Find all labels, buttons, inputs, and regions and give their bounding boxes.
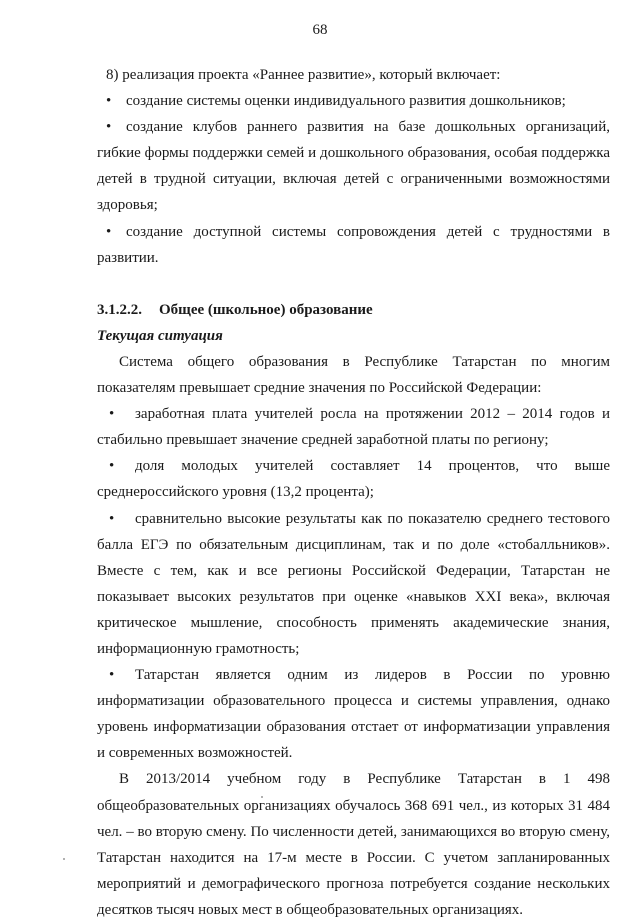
bullet-marker: •: [109, 667, 115, 684]
section-subtitle: Текущая ситуация: [97, 327, 223, 344]
section-number: 3.1.2.2.: [97, 301, 142, 318]
page-body: [97, 62, 610, 923]
section-bullet-2: [97, 453, 610, 505]
bullet-marker: •: [109, 510, 115, 527]
item8-bullet-3: [97, 219, 610, 271]
section-bullet-4-text: Татарстан является одним из лидеров в России по уровню информатизации образовательного процесса и системы управления, однако уровень информатизации образования отстает от информатизации управления и современных возможностей.: [97, 667, 610, 762]
item8-bullet-1: [97, 88, 610, 114]
item8-bullet-3-text: создание доступной системы сопровождения детей с трудностями в развитии.: [97, 223, 610, 266]
item8-bullet-2: [97, 114, 610, 218]
item8-bullet-2-text: создание клубов раннего развития на базе дошкольных организаций, гибкие формы поддержки семей и дошкольного образования, особая поддержка детей в трудной ситуации, включая детей с ограниченными возможностями здоровья;: [97, 119, 610, 214]
section-intro: Система общего образования в Республике Татарстан по многим показателям превышает средние значения по Российской Федерации:: [97, 353, 610, 397]
section-heading: [97, 297, 610, 323]
bullet-marker: •: [106, 93, 112, 110]
bullet-marker: •: [109, 406, 115, 423]
scan-speck: [261, 796, 263, 798]
page-number: 68: [312, 22, 328, 38]
section-bullet-1: [97, 401, 610, 453]
bullet-marker: •: [106, 119, 112, 136]
section-title: Общее (школьное) образование: [159, 301, 373, 318]
section-bullet-3: [97, 506, 610, 663]
bullet-marker: •: [106, 223, 112, 240]
section-bullet-1-text: заработная плата учителей росла на протяжении 2012 – 2014 годов и стабильно превышает значение средней заработной платы по региону;: [97, 406, 610, 449]
item8-bullet-1-text: создание системы оценки индивидуального развития дошкольников;: [126, 93, 566, 110]
bullet-marker: •: [109, 458, 115, 475]
section-bullet-4: [97, 662, 610, 766]
section-bullet-3-text: сравнительно высокие результаты как по показателю среднего тестового балла ЕГЭ по обязательным дисциплинам, так и по доле «стобалльников». Вместе с тем, как и все регионы Российской Федерации, Татарстан не показывает высоких результатов при оценке «навыков XXI века», включая критическое мышление, способность применять академические знания, информационную грамотность;: [97, 510, 610, 657]
scan-speck: [63, 858, 65, 860]
item8-intro: 8) реализация проекта «Раннее развитие», который включает:: [106, 67, 501, 83]
section-bullet-2-text: доля молодых учителей составляет 14 процентов, что выше среднероссийского уровня (13,2 процента);: [97, 458, 610, 501]
closing-paragraph: В 2013/2014 учебном году в Республике Татарстан в 1 498 общеобразовательных организациях обучалось 368 691 чел., из которых 31 484 чел. – во вторую смену. По численности детей, занимающихся во вторую смену, Татарстан находится на 17-м месте в России. С учетом запланированных мероприятий и демографического прогноза потребуется создание нескольких десятков тысяч новых мест в общеобразовательных организациях.: [97, 771, 610, 918]
